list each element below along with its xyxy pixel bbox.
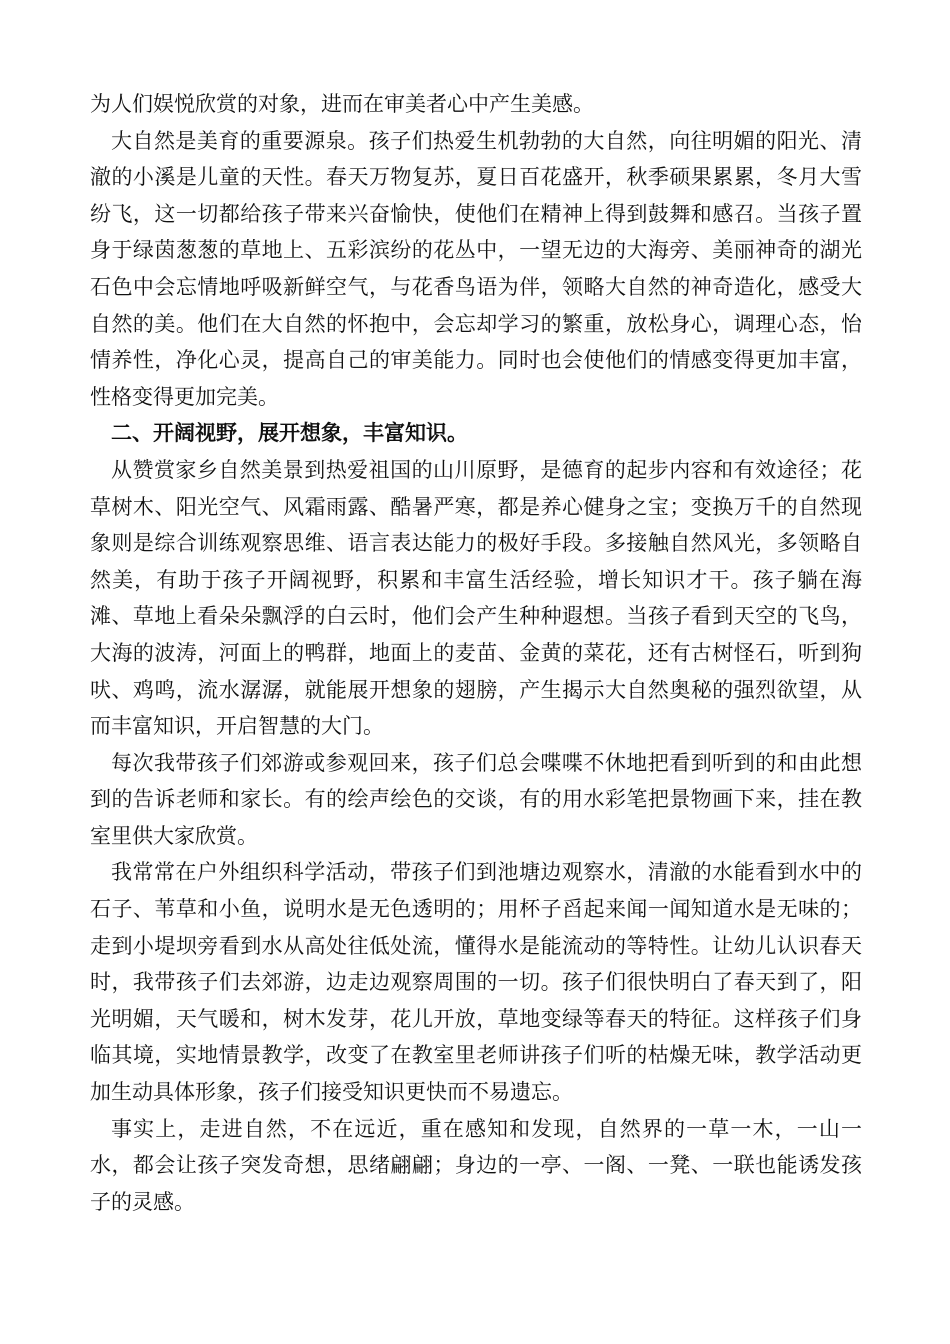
paragraph-outdoor-science: 我常常在户外组织科学活动，带孩子们到池塘边观察水，清澈的水能看到水中的石子、苇草和小鱼，说明水是无色透明的；用杯子舀起来闻一闻知道水是无味的；走到小堤坝旁看到水从高处往低处流，懂得水是能流动的等特性。让幼儿认识春天时，我带孩子们去郊游，边走边观察周围的一切。孩子们很快明白了春天到了，阳光明媚，天气暖和，树木发芽，花儿开放，草地变绿等春天的特征。这样孩子们身临其境，实地情景教学，改变了在教室里老师讲孩子们听的枯燥无味，教学活动更加生动具体形象，孩子们接受知识更快而不易遗忘。	[90, 860, 862, 1105]
paragraph-broaden-horizons: 从赞赏家乡自然美景到热爱祖国的山川原野，是德育的起步内容和有效途径；花草树木、阳光空气、风霜雨露、酷暑严寒，都是养心健身之宝；变换万千的自然现象则是综合训练观察思维、语言表达能力的极好手段。多接触自然风光，多领略自然美，有助于孩子开阔视野，积累和丰富生活经验，增长知识才干。孩子躺在海滩、草地上看朵朵飘浮的白云时，他们会产生种种遐想。当孩子看到天空的飞鸟，大海的波涛，河面上的鸭群，地面上的麦苗、金黄的菜花，还有古树怪石，听到狗吠、鸡鸣，流水潺潺，就能展开想象的翅膀，产生揭示大自然奥秘的强烈欲望，从而丰富知识，开启智慧的大门。	[90, 457, 862, 739]
paragraph-outing-sharing: 每次我带孩子们郊游或参观回来，孩子们总会喋喋不休地把看到听到的和由此想到的告诉老师和家长。有的绘声绘色的交谈，有的用水彩笔把景物画下来，挂在教室里供大家欣赏。	[90, 750, 862, 848]
section-heading: 二、开阔视野，展开想象，丰富知识。	[111, 420, 468, 446]
paragraph-continuation: 为人们娱悦欣赏的对象，进而在审美者心中产生美感。	[90, 92, 594, 116]
document-page	[90, 86, 862, 1220]
paragraph-nature-aesthetics: 大自然是美育的重要源泉。孩子们热爱生机勃勃的大自然，向往明媚的阳光、清澈的小溪是儿童的天性。春天万物复苏，夏日百花盛开，秋季硕果累累，冬月大雪纷飞，这一切都给孩子带来兴奋愉快，使他们在精神上得到鼓舞和感召。当孩子置身于绿茵葱葱的草地上、五彩滨纷的花丛中，一望无边的大海旁、美丽神奇的湖光石色中会忘情地呼吸新鲜空气，与花香鸟语为伴，领略大自然的神奇造化，感受大自然的美。他们在大自然的怀抱中，会忘却学习的繁重，放松身心，调理心态，怡情养性，净化心灵，提高自己的审美能力。同时也会使他们的情感变得更加丰富，性格变得更加完美。	[90, 128, 862, 409]
paragraph-conclusion: 事实上，走进自然，不在远近，重在感知和发现，自然界的一草一木，一山一水，都会让孩子突发奇想，思绪翩翩；身边的一亭、一阁、一凳、一联也能诱发孩子的灵感。	[90, 1116, 862, 1214]
